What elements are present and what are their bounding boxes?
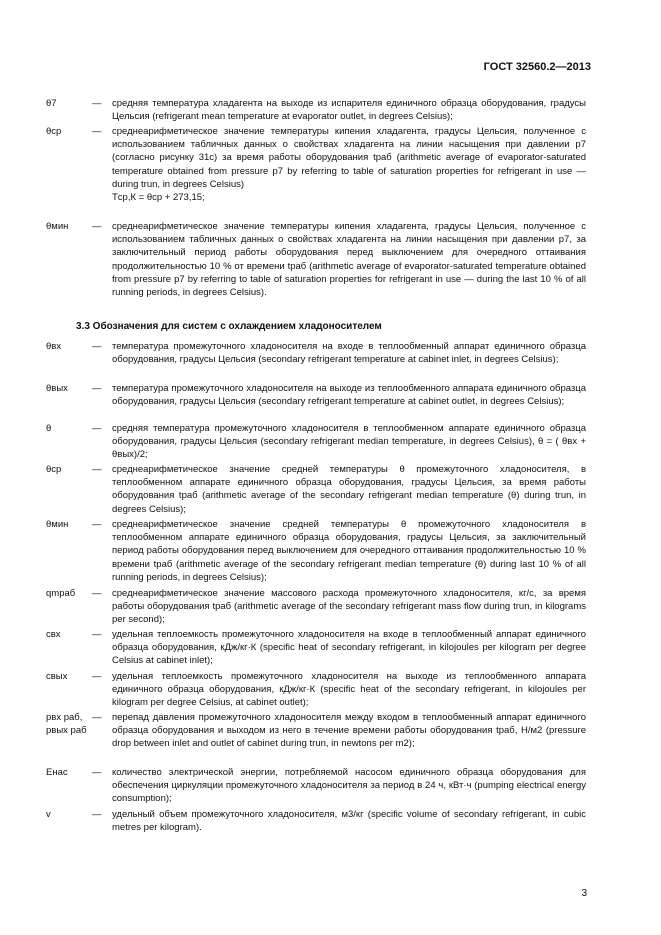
definition-text: количество электрической энергии, потребляемой насосом единичного образца оборудования для обеспечения циркуляции промежуточного хладоносителя за период в 24 ч, кВт·ч (pumping electrical energy consumption); (112, 767, 586, 805)
definition-row (46, 97, 586, 123)
symbol: cвх (46, 629, 61, 640)
definition-text: среднеарифметическое значение средней температуры θ промежуточного хладоносителя в теплообменном аппарате единичного образца оборудования, градусы Цельсия, за заключительный период работы оборудования перед выключением для очередного оттаивания продолжительностью 10 % времени tраб (arithmetic average of the secondary refrigerant median temperature (θ) during last 10 % of all running periods, in degrees Celsius); (112, 519, 586, 583)
definition-row (46, 670, 586, 710)
page-number: 3 (581, 888, 587, 899)
definition-text: перепад давления промежуточного хладоносителя между входом в теплообменный аппарат единичного образца оборудования и выходом из него в течение времени работы оборудования tраб, Н/м2 (pressure drop between inlet and outlet of cabinet during trun, in newtons per m2); (112, 712, 586, 750)
definition-row (46, 766, 586, 806)
symbol: θ7 (46, 98, 57, 109)
dash: — (92, 809, 102, 820)
symbol: v (46, 809, 51, 820)
dash: — (92, 423, 102, 434)
dash: — (92, 383, 102, 394)
symbol: θмин (46, 221, 69, 232)
symbol: Eнас (46, 767, 68, 778)
dash: — (92, 588, 102, 599)
definition-row (46, 808, 586, 834)
definition-text: удельный объем промежуточного хладоносителя, м3/кг (specific volume of secondary refrigerant, in cubic metres per kilogram). (112, 809, 586, 834)
symbol: θвх (46, 341, 62, 352)
definition-row (46, 587, 586, 627)
definition-row (46, 340, 586, 366)
definition-row (46, 628, 586, 668)
dash: — (92, 464, 102, 475)
definition-text: средняя температура хладагента на выходе из испарителя единичного образца оборудования, градусы Цельсия (refrigerant mean temperature at evaporator outlet, in degrees Celsius); (112, 98, 586, 123)
dash: — (92, 767, 102, 778)
symbol: cвых (46, 671, 68, 682)
dash: — (92, 126, 102, 137)
formula-line: Tср,К = θср + 273,15; (112, 192, 205, 204)
dash: — (92, 341, 102, 352)
dash: — (92, 519, 102, 530)
document-code: ГОСТ 32560.2—2013 (483, 61, 591, 73)
definition-row (46, 382, 586, 408)
definition-row (46, 422, 586, 462)
definition-row (46, 711, 586, 751)
definition-row (46, 125, 586, 204)
definition-text: среднеарифметическое значение температуры кипения хладагента, градусы Цельсия, полученное с использованием табличных данных о свойствах хладагента на линии насыщения при давлении p7 (согласно рисунку 31с) за время работы оборудования tраб (arithmetic average of evaporator-saturated temperature obtained from pressure p7 by referring to table of saturation properties for refrigerant in use — during trun, in degrees Celsius) (112, 126, 586, 190)
symbol: pвх раб, (46, 712, 83, 723)
definition-row (46, 463, 586, 516)
definition-row (46, 518, 586, 584)
definition-text: средняя температура промежуточного хладоносителя в теплообменном аппарате единичного образца оборудования, градусы Цельсия (secondary refrigerant median temperature, in degrees Celsius), θ = ( θвх + θвых)/2; (112, 423, 586, 461)
dash: — (92, 221, 102, 232)
symbol: θср (46, 464, 62, 475)
dash: — (92, 629, 102, 640)
definition-text: температура промежуточного хладоносителя на выходе из теплообменного аппарата единичного образца оборудования, градусы Цельсия (secondary refrigerant temperature at cabinet outlet, in degrees Celsius); (112, 383, 586, 408)
dash: — (92, 712, 102, 723)
definition-row (46, 220, 586, 299)
symbol: θмин (46, 519, 69, 530)
definition-text: удельная теплоемкость промежуточного хладоносителя на входе в теплообменный аппарат единичного образца оборудования, кДж/кг·К (specific heat of secondary refrigerant, in kilojoules per kilogram per degree Celsius at cabinet inlet); (112, 629, 586, 667)
symbol: θвых (46, 383, 68, 394)
symbol: pвых раб (46, 725, 87, 736)
symbol: qmраб (46, 588, 76, 599)
definition-text: среднеарифметическое значение температуры кипения хладагента, градусы Цельсия, полученное с использованием табличных данных о свойствах хладагента на линии насыщения при давлении p7, за заключительный период работы оборудования перед выключением для очередного оттаивания продолжительностью 10 % от времени tраб (arithmetic average of evaporator-saturated temperature obtained from pressure p7 by referring to table of saturation properties for refrigerant in use — during the last 10 % of all running periods, in degrees Celsius). (112, 221, 586, 299)
dash: — (92, 671, 102, 682)
definition-text: среднеарифметическое значение массового расхода промежуточного хладоносителя, кг/с, за время работы оборудования tраб (arithmetic average of the secondary refrigerant mass flow during trun, in kilograms per second); (112, 588, 586, 626)
definition-text: среднеарифметическое значение средней температуры θ промежуточного хладоносителя, в теплообменном аппарате единичного образца оборудования, градусы Цельсия, за время работы оборудования tраб (arithmetic average of the secondary refrigerant median temperature (θ) during trun, in degrees Celsius); (112, 464, 586, 515)
dash: — (92, 98, 102, 109)
definition-text: удельная теплоемкость промежуточного хладоносителя на выходе из теплообменного аппарата единичного образца оборудования, кДж/кг·К (specific heat of the secondary refrigerant, in kilojoules per kilogram per degree Celsius, at cabinet outlet); (112, 671, 586, 709)
section-title: 3.3 Обозначения для систем с охлаждением хладоносителем (76, 321, 382, 332)
symbol: θср (46, 126, 62, 137)
symbol: θ (46, 423, 52, 434)
definition-text: температура промежуточного хладоносителя на входе в теплообменный аппарат единичного образца оборудования, градусы Цельсия (secondary refrigerant temperature at cabinet inlet, in degrees Celsius); (112, 341, 586, 366)
